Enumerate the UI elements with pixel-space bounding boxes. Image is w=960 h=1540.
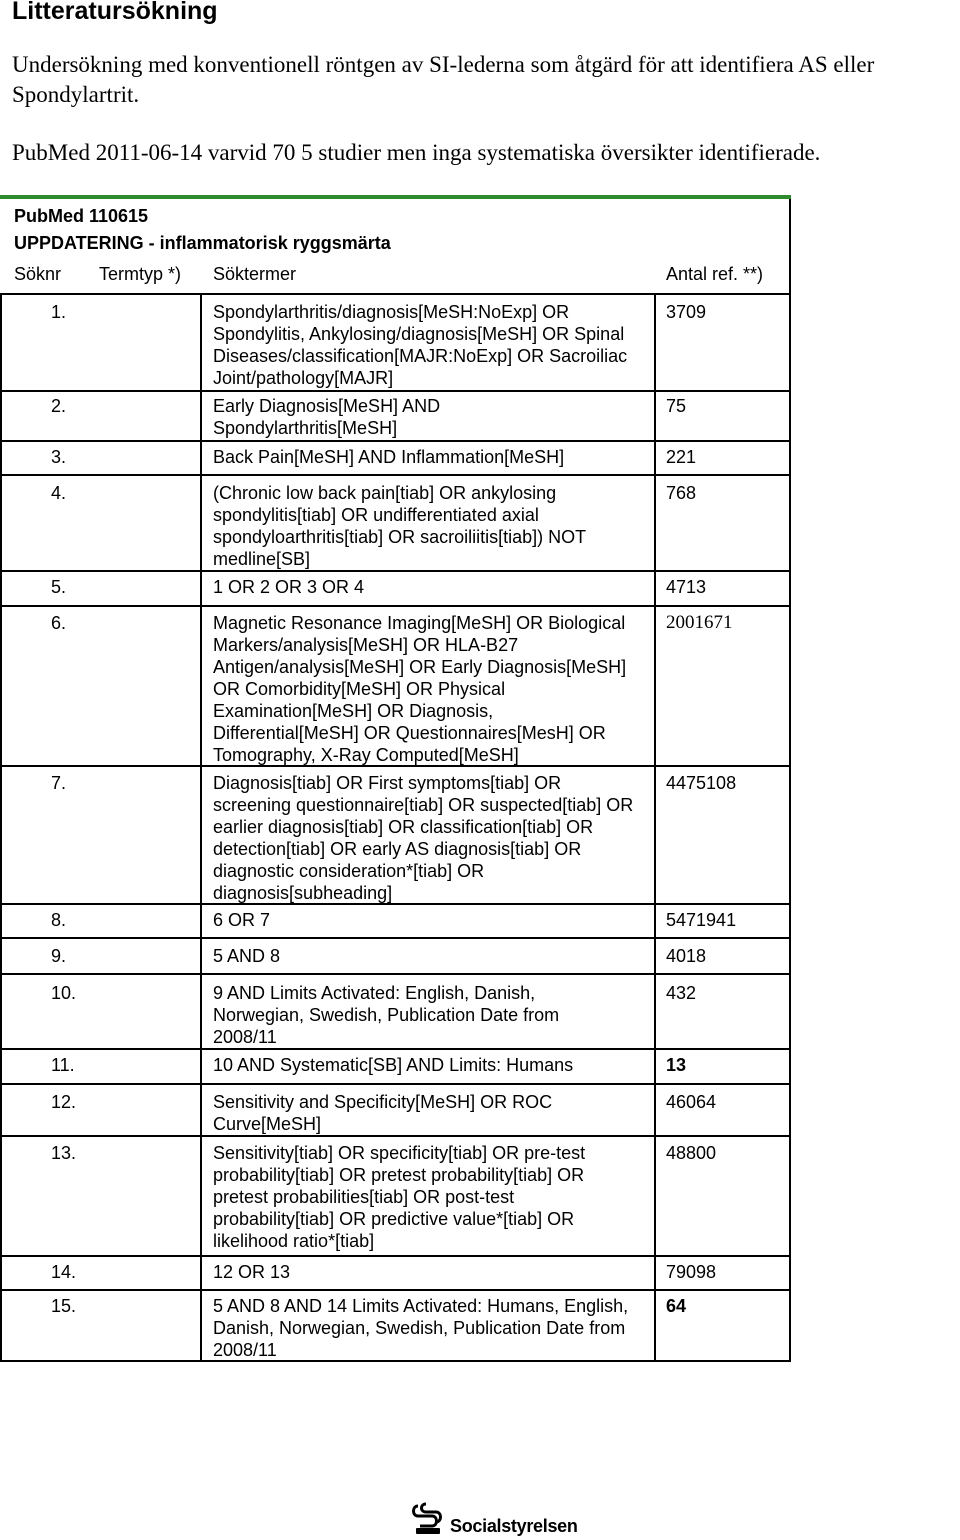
row-ref-count: 2001671 [666, 612, 733, 633]
row-terms: Sensitivity and Specificity[MeSH] OR ROC Curve[MeSH] [213, 1092, 553, 1134]
row-ref-count: 4713 [666, 577, 707, 597]
table-subtitle: UPPDATERING - inflammatorisk ryggsmärta [14, 233, 391, 253]
row-ref-count: 64 [666, 1296, 687, 1316]
row-number: 5. [51, 577, 67, 597]
table-rule [0, 937, 791, 939]
row-terms: Back Pain[MeSH] AND Inflammation[MeSH] [213, 447, 565, 467]
table-rule [0, 293, 791, 295]
row-terms: Spondylarthritis/diagnosis[MeSH:NoExp] OR Spondylitis, Ankylosing/diagnosis[MeSH] OR Spinal Diseases/classification[MAJR:NoExp] OR Sacroiliac Joint/pathology[MAJR] [213, 302, 628, 388]
intro-paragraph: Undersökning med konventionell röntgen av SI-lederna som åtgärd för att identifiera AS eller Spondylartrit. [12, 52, 875, 107]
row-number: 2. [51, 396, 67, 416]
table-rule [0, 1083, 791, 1085]
logo-text: Socialstyrelsen [450, 1516, 578, 1536]
row-ref-count: 4018 [666, 946, 707, 966]
table-rule [0, 1048, 791, 1050]
row-terms: Sensitivity[tiab] OR specificity[tiab] OR pre-test probability[tiab] OR pretest probability[tiab] OR pretest probabilities[tiab] OR post-test probability[tiab] OR predictive value*[tiab] OR likelihood ratio*[tiab] [213, 1143, 586, 1251]
row-number: 13. [51, 1143, 77, 1163]
table-rule [0, 1255, 791, 1257]
row-number: 14. [51, 1262, 77, 1282]
header-search-terms: Söktermer [213, 264, 297, 284]
page-title: Litteratursökning [12, 0, 218, 25]
row-terms: 5 AND 8 AND 14 Limits Activated: Humans, English, Danish, Norwegian, Swedish, Publication Date from 2008/11 [213, 1296, 629, 1360]
row-ref-count: 768 [666, 483, 697, 503]
row-ref-count: 432 [666, 983, 697, 1003]
header-ref-count: Antal ref. **) [666, 264, 764, 284]
table-rule [0, 440, 791, 442]
summary-paragraph: PubMed 2011-06-14 varvid 70 5 studier men inga systematiska översikter identifierade. [12, 140, 821, 165]
search-strategy-table [0, 195, 791, 1362]
table-rule [0, 570, 791, 572]
row-terms: 9 AND Limits Activated: English, Danish, Norwegian, Swedish, Publication Date from 2008/11 [213, 983, 560, 1047]
row-number: 3. [51, 447, 67, 467]
table-rule [654, 293, 656, 1362]
row-ref-count: 75 [666, 396, 687, 416]
row-number: 12. [51, 1092, 77, 1112]
table-rule [0, 293, 2, 1362]
row-terms: 12 OR 13 [213, 1262, 291, 1282]
row-number: 4. [51, 483, 67, 503]
table-rule [0, 390, 791, 392]
row-number: 6. [51, 613, 67, 633]
row-number: 8. [51, 910, 67, 930]
header-search-no: Söknr [14, 264, 62, 284]
table-rule [0, 1289, 791, 1291]
row-terms: Diagnosis[tiab] OR First symptoms[tiab] OR screening questionnaire[tiab] OR suspected[tiab] OR earlier diagnosis[tiab] OR classification[tiab] OR detection[tiab] OR early AS diagnosis[tiab] OR diagnostic consideration*[tiab] OR diagnosis[subheading] [213, 773, 634, 903]
row-terms: 6 OR 7 [213, 910, 271, 930]
row-terms: 10 AND Systematic[SB] AND Limits: Humans [213, 1055, 574, 1075]
row-ref-count: 3709 [666, 302, 707, 322]
row-ref-count: 79098 [666, 1262, 717, 1282]
table-rule [0, 605, 791, 607]
row-number: 9. [51, 946, 67, 966]
row-ref-count: 46064 [666, 1092, 717, 1112]
row-terms: 5 AND 8 [213, 946, 281, 966]
row-terms: (Chronic low back pain[tiab] OR ankylosing spondylitis[tiab] OR undifferentiated axial spondyloarthritis[tiab] OR sacroiliitis[tiab]) NOT medline[SB] [213, 483, 586, 569]
row-terms: Magnetic Resonance Imaging[MeSH] OR Biological Markers/analysis[MeSH] OR HLA-B27 Antigen/analysis[MeSH] OR Early Diagnosis[MeSH] OR Comorbidity[MeSH] OR Physical Examination[MeSH] OR Diagnosis, Differential[MeSH] OR Questionnaires[MesH] OR Tomography, X-Ray Computed[MeSH] [213, 613, 627, 765]
row-number: 7. [51, 773, 67, 793]
row-terms: Early Diagnosis[MeSH] AND Spondylarthritis[MeSH] [213, 396, 441, 438]
row-number: 15. [51, 1296, 77, 1316]
row-ref-count: 13 [666, 1055, 687, 1075]
table-rule [0, 973, 791, 975]
table-title: PubMed 110615 [14, 206, 149, 226]
row-ref-count: 48800 [666, 1143, 717, 1163]
accent-bar [0, 195, 791, 199]
row-terms: 1 OR 2 OR 3 OR 4 [213, 577, 365, 597]
row-ref-count: 221 [666, 447, 697, 467]
table-rule [200, 293, 202, 1362]
header-term-type: Termtyp *) [99, 264, 182, 284]
row-number: 1. [51, 302, 67, 322]
table-rule [0, 474, 791, 476]
row-number: 11. [51, 1055, 75, 1075]
row-ref-count: 4475108 [666, 773, 737, 793]
row-ref-count: 5471941 [666, 910, 737, 930]
table-rule [0, 1135, 791, 1137]
row-number: 10. [51, 983, 77, 1003]
socialstyrelsen-logo-icon [410, 1502, 446, 1536]
